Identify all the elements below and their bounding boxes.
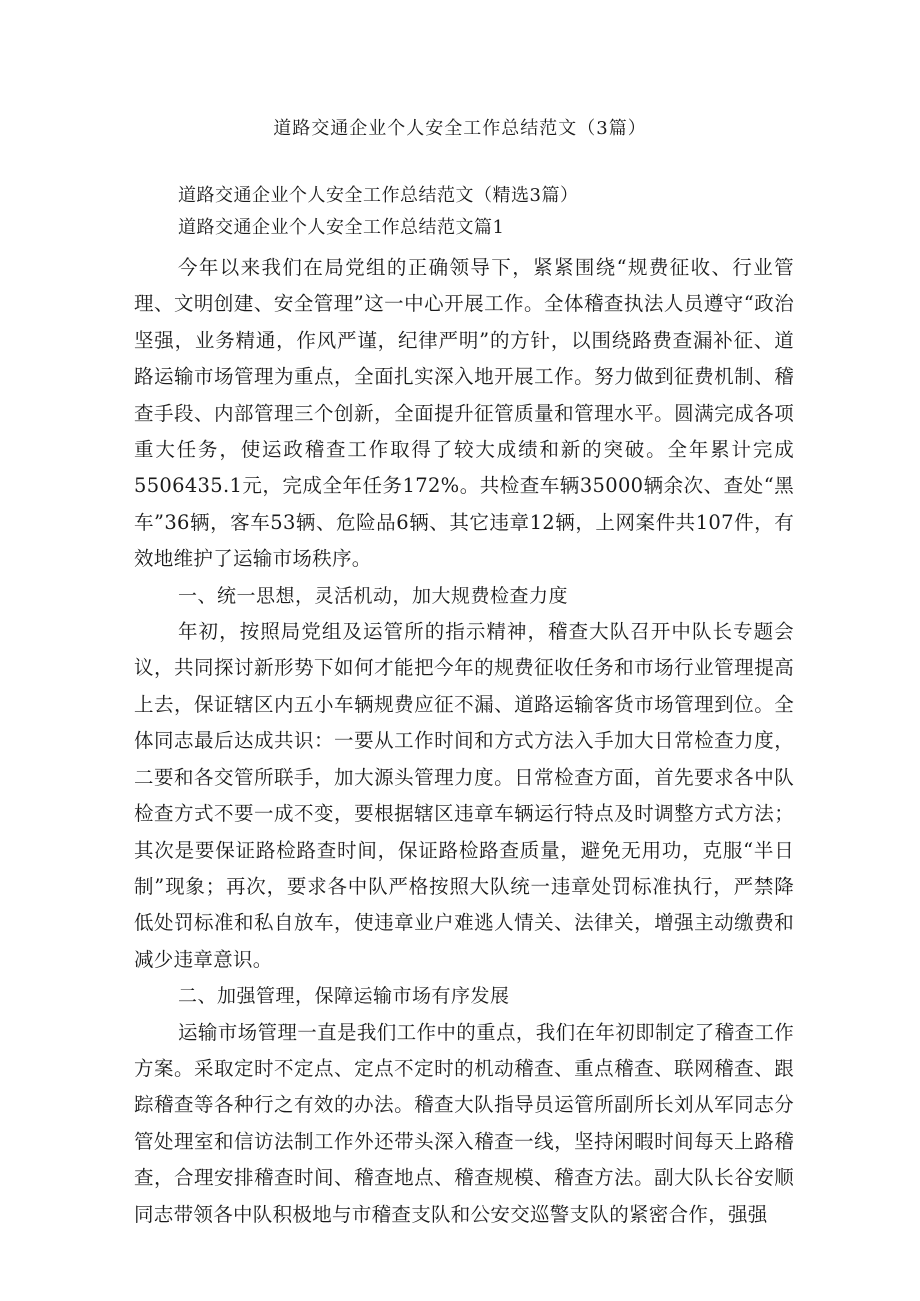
document-body — [134, 180, 794, 1233]
section-heading-1: 一、统一思想，灵活机动，加大规费检查力度 — [178, 584, 569, 607]
paragraph-section-2: 运输市场管理一直是我们工作中的重点，我们在年初即制定了稽查工作方案。采取定时不定点、定点不定时的机动稽查、重点稽查、联网稽查、跟踪稽查等各种行之有效的办法。稽查大队指导员运管所副所长刘从军同志分管处理室和信访法制工作外还带头深入稽查一线，坚持闲暇时间每天上路稽查，合理安排稽查时间、稽查地点、稽查规模、稽查方法。副大队长谷安顺同志带领各中队积极地与市稽查支队和公安交巡警支队的紧密合作，强强 — [134, 1020, 794, 1226]
section-heading-2: 二、加强管理，保障运输市场有序发展 — [178, 985, 510, 1008]
document-title: 道路交通企业个人安全工作总结范文（3篇） — [273, 118, 647, 139]
article-title: 道路交通企业个人安全工作总结范文篇1 — [178, 217, 505, 238]
document-subtitle: 道路交通企业个人安全工作总结范文（精选3篇） — [178, 185, 579, 206]
paragraph-section-1: 年初，按照局党组及运管所的指示精神，稽查大队召开中队长专题会议，共同探讨新形势下如何才能把今年的规费征收任务和市场行业管理提高上去，保证辖区内五小车辆规费应征不漏、道路运输客货市场管理到位。全体同志最后达成共识：一要从工作时间和方式方法入手加大日常检查力度，二要和各交管所联手，加大源头管理力度。日常检查方面，首先要求各中队检查方式不要一成不变，要根据辖区违章车辆运行特点及时调整方式方法；其次是要保证路检路查时间，保证路检路查质量，避免无用功，克服“半日制”现象；再次，要求各中队严格按照大队统一违章处罚标准执行，严禁降低处罚标准和私自放车，使违章业户难逃人情关、法律关，增强主动缴费和减少违章意识。 — [134, 620, 794, 971]
paragraph-intro: 今年以来我们在局党组的正确领导下，紧紧围绕“规费征收、行业管理、文明创建、安全管理”这一中心开展工作。全体稽查执法人员遵守“政治坚强，业务精通，作风严谨，纪律严明”的方针，以围绕路费查漏补征、道路运输市场管理为重点，全面扎实深入地开展工作。努力做到征费机制、稽查手段、内部管理三个创新，全面提升征管质量和管理水平。圆满完成各项重大任务，使运政稽查工作取得了较大成绩和新的突破。全年累计完成5506435.1元，完成全年任务172%。共检查车辆35000辆余次、查处“黑车”36辆，客车53辆、危险品6辆、其它违章12辆，上网案件共107件，有效地维护了运输市场秩序。 — [134, 256, 794, 571]
